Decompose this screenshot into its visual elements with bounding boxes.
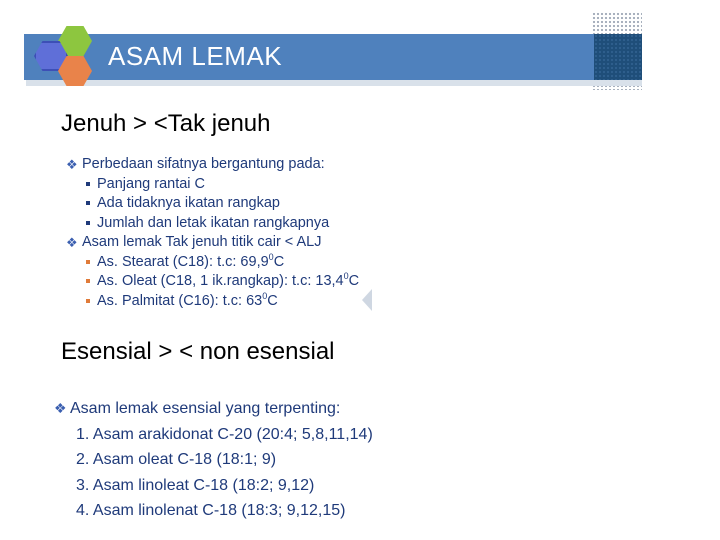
bullet-block-essential	[54, 396, 373, 524]
square-bullet-icon	[86, 221, 90, 225]
diamond-bullet-icon: ❖	[66, 235, 78, 250]
sub-bullet-text: Panjang rantai C	[97, 175, 206, 192]
slide-title: ASAM LEMAK	[108, 41, 283, 71]
bullet-text: Asam lemak Tak jenuh titik cair < ALJ	[82, 234, 322, 250]
unit-text: C	[267, 292, 278, 309]
sub-bullet-text: Ada tidaknya ikatan rangkap	[97, 195, 280, 211]
bullet-main	[54, 396, 373, 422]
bullet-text: Asam lemak esensial yang terpenting:	[70, 400, 341, 417]
bullet-main	[66, 233, 366, 253]
sub-bullet	[66, 292, 366, 312]
list-item: 1. Asam arakidonat C-20 (20:4; 5,8,11,14)	[76, 425, 373, 443]
title-band-shadow	[26, 80, 642, 86]
list-item: 4. Asam linolenat C-18 (18:3; 9,12,15)	[76, 502, 346, 519]
dot-texture-dark	[594, 34, 642, 80]
unit-text: C	[348, 273, 360, 289]
bullet-text: Perbedaan sifatnya bergantung pada:	[82, 156, 325, 172]
sub-bullet-text: As. Palmitat (C16): t.c: 63	[97, 292, 263, 309]
sub-bullet	[66, 194, 366, 214]
list-item: 3. Asam linoleat C-18 (18:2; 9,12)	[76, 476, 315, 494]
bullet-main	[66, 155, 366, 175]
square-bullet-icon	[86, 299, 90, 303]
degree-superscript: 0	[262, 290, 268, 301]
sub-bullet-text: As. Stearat (C18): t.c: 69,9	[97, 253, 269, 270]
sub-bullet-text: Jumlah dan letak ikatan rangkapnya	[97, 214, 330, 231]
diamond-bullet-icon: ❖	[54, 400, 67, 416]
sub-bullet-text: As. Oleat (C18, 1 ik.rangkap): t.c: 13,4	[97, 273, 344, 289]
sub-bullet	[66, 253, 366, 273]
square-bullet-icon	[86, 182, 90, 186]
square-bullet-icon	[86, 279, 90, 283]
unit-text: C	[273, 253, 285, 270]
sub-bullet	[66, 272, 366, 292]
bullet-block-properties	[66, 155, 366, 313]
sub-bullet	[66, 175, 366, 195]
section-heading-esensial: Esensial > < non esensial	[61, 338, 335, 365]
section-heading-jenuh: Jenuh > <Tak jenuh	[61, 110, 271, 137]
list-item: 2. Asam oleat C-18 (18:1; 9)	[76, 451, 277, 468]
square-bullet-icon	[86, 201, 90, 205]
degree-superscript: 0	[268, 251, 274, 262]
sub-bullet	[66, 214, 366, 234]
square-bullet-icon	[86, 260, 90, 264]
degree-superscript: 0	[343, 271, 349, 282]
diamond-bullet-icon: ❖	[66, 157, 78, 172]
